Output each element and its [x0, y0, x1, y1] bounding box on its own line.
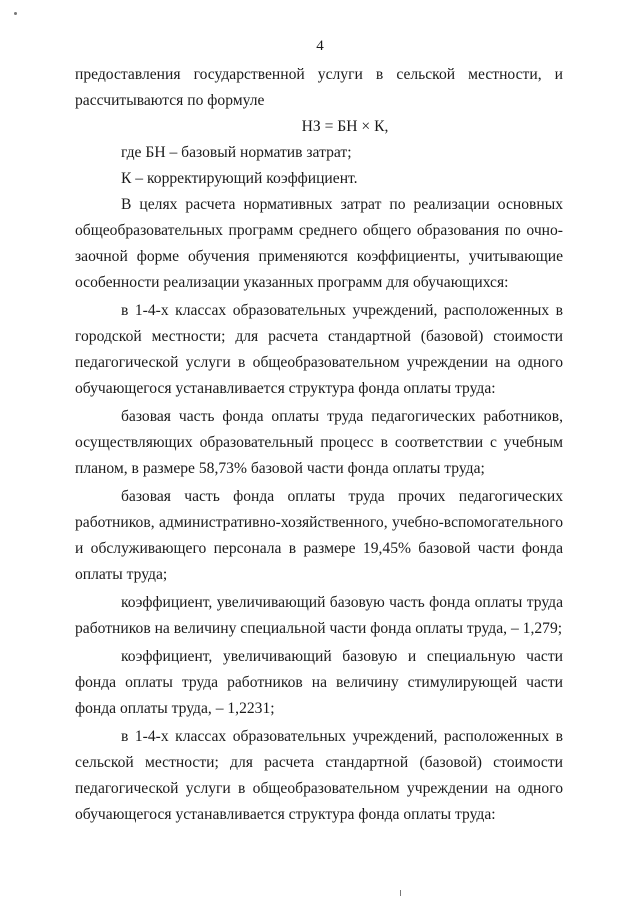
paragraph-coefficients-intro: В целях расчета нормативных затрат по реализации основных общеобразовательных программ среднего общего образования по очно-заочной форме обучения применяются коэффициенты, учитывающие особенности реализации указанных программ для обучающихся: — [75, 196, 563, 291]
formula-definition-bn: где БН – базовый норматив затрат; — [121, 144, 352, 161]
page-number: 4 — [316, 38, 324, 54]
paragraph-continuation: предоставления государственной услуги в сельской местности, и рассчитываются по формуле — [75, 66, 563, 109]
document-body — [75, 62, 563, 828]
formula: НЗ = БН × К, — [301, 118, 389, 135]
scan-speck — [400, 890, 401, 896]
paragraph-teaching-staff-share: базовая часть фонда оплаты труда педагогических работников, осуществляющих образовательный процесс в соответствии с учебным планом, в размере 58,73% базовой части фонда оплаты труда; — [75, 408, 563, 477]
paragraph-urban-classes: в 1-4-х классах образовательных учреждений, расположенных в городской местности; для расчета стандартной (базовой) стоимости педагогической услуги в общеобразовательном учреждении на одного обучающегося устанавливается структура фонда оплаты труда: — [75, 302, 563, 397]
paragraph-rural-classes: в 1-4-х классах образовательных учреждений, расположенных в сельской местности; для расчета стандартной (базовой) стоимости педагогической услуги в общеобразовательном учреждении на одного обучающегося устанавливается структура фонда оплаты труда: — [75, 728, 563, 823]
scan-speck — [14, 12, 17, 15]
paragraph-stimulating-part-coefficient: коэффициент, увеличивающий базовую и специальную части фонда оплаты труда работников на величину стимулирующей части фонда оплаты труда, – 1,2231; — [75, 648, 563, 717]
paragraph-other-staff-share: базовая часть фонда оплаты труда прочих педагогических работников, административно-хозяйственного, учебно-вспомогательного и обслуживающего персонала в размере 19,45% базовой части фонда оплаты труда; — [75, 488, 563, 583]
formula-definition-k: К – корректирующий коэффициент. — [121, 170, 358, 187]
paragraph-special-part-coefficient: коэффициент, увеличивающий базовую часть фонда оплаты труда работников на величину специальной части фонда оплаты труда, – 1,279; — [75, 594, 563, 637]
